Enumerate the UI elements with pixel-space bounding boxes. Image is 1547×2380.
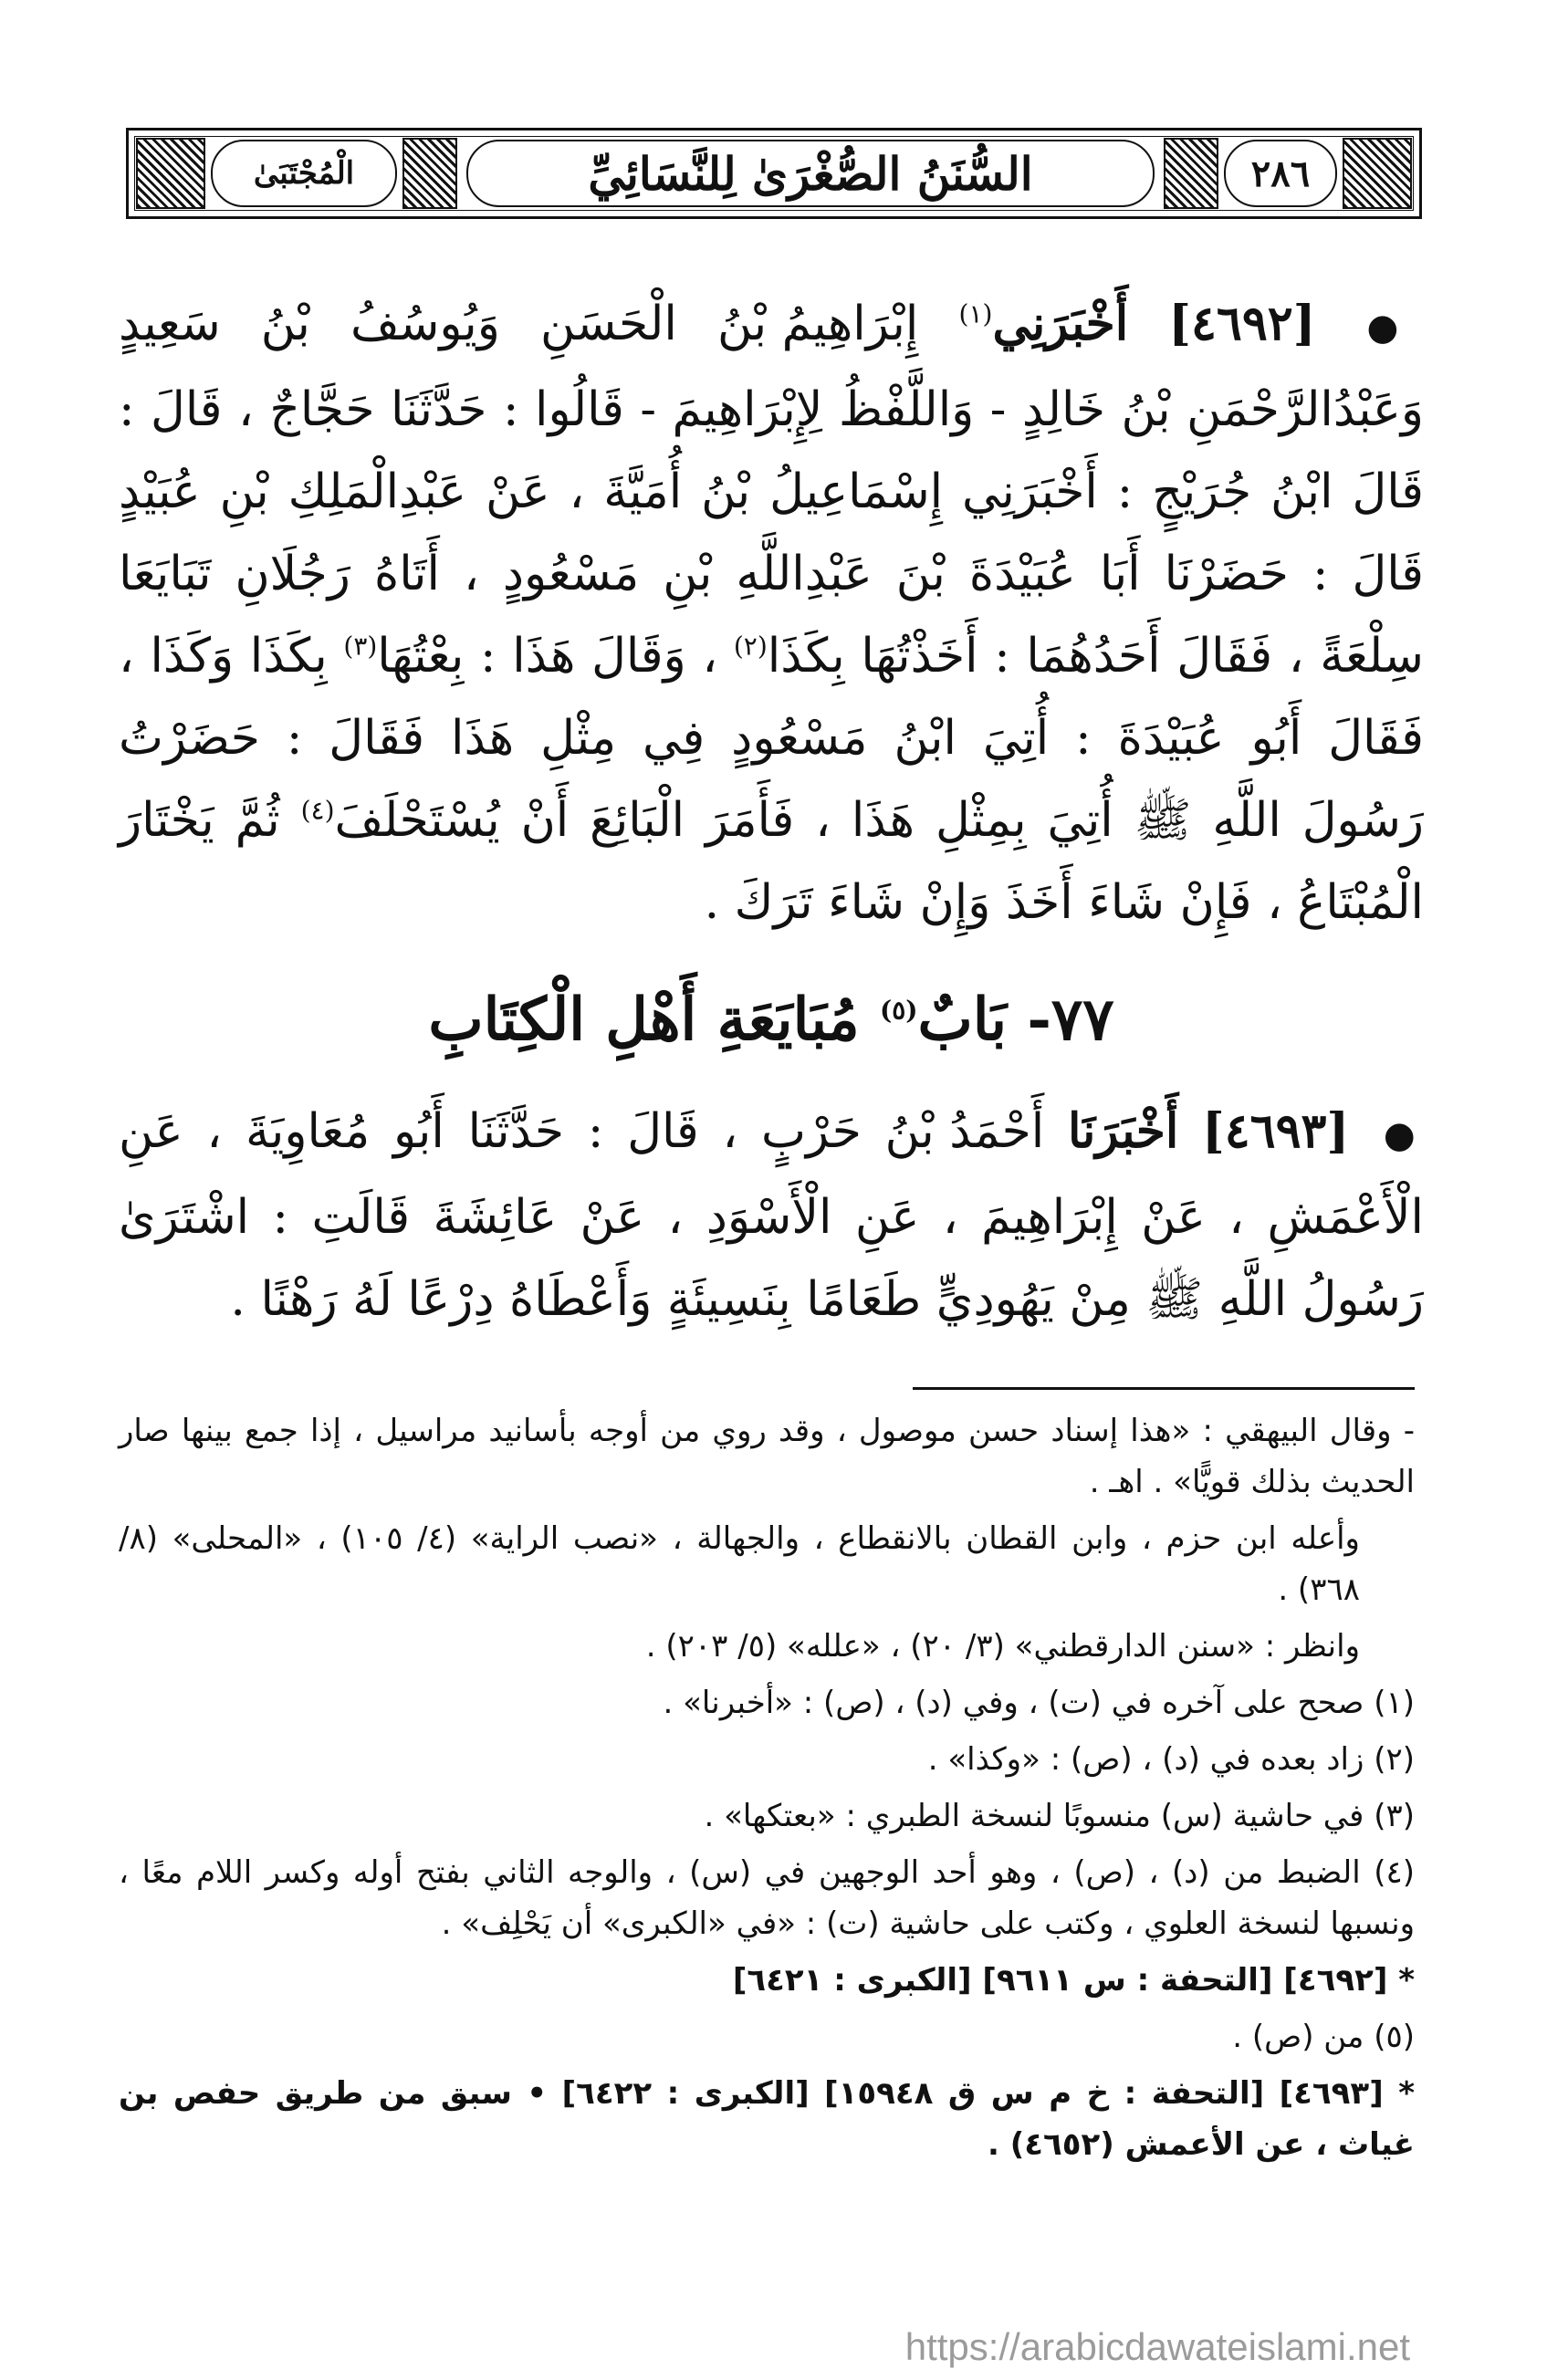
watermark-url: https://arabicdawateislami.net [904,2325,1410,2368]
footnote-continued-c: وانظر : «سنن الدارقطني» (٣/ ٢٠) ، «علله» (٥/ ٢٠٣) . [645,1628,1360,1665]
footnote-continued-b: وأعله ابن حزم ، وابن القطان بالانقطاع ، والجهالة ، «نصب الراية» (٤/ ١٠٥) ، «المحلى» (٨/ ٣٦٨) . [119,1520,1360,1608]
running-title: السُّنَنُ الصُّغْرَىٰ لِلنَّسَائِيِّ [466,140,1155,207]
hadith-text-part2: ، وَقَالَ هَذَا : بِعْتُهَا [377,629,718,684]
hadith-text-part4: ثُمَّ يَخْتَارَ الْمُبْتَاعُ ، فَإِنْ شَاءَ أَخَذَ وَإِنْ شَاءَ تَرَكَ . [119,793,1424,930]
footnote-1: (١) صحح على آخره في (ت) ، وفي (د) ، (ص) : «أخبرنا» . [663,1685,1415,1721]
ornament-left-inner [402,138,457,209]
chapter-title: مُبَايَعَةِ أَهْلِ الْكِتَابِ [428,986,860,1054]
bullet-icon: ● [1383,1114,1425,1156]
footnote-2: (٢) زاد بعده في (د) ، (ص) : «وكذا» . [927,1741,1415,1778]
footnote-ref-5: (٥) [879,995,918,1026]
bullet-icon: ● [1366,307,1425,349]
hadith-text-part3: بِكَذَا وَكَذَا ، فَقَالَ أَبُو عُبَيْدَةَ : أُتِيَ ابْنُ مَسْعُودٍ فِي مِثْلِ هَذَا فَقَالَ : حَضَرْتُ رَسُولَ اللَّهِ ﷺ أُتِيَ بِمِثْلِ هَذَا ، فَأَمَرَ الْبَائِعَ أَنْ يُسْتَحْلَفَ [119,629,1425,848]
hadith-text: أَحْمَدُ بْنُ حَرْبٍ ، قَالَ : حَدَّثَنَا أَبُو مُعَاوِيَةَ ، عَنِ الْأَعْمَشِ ، عَنْ إِبْرَاهِيمَ ، عَنِ الْأَسْوَدِ ، عَنْ عَائِشَةَ قَالَتِ : اشْتَرَىٰ رَسُولُ اللَّهِ ﷺ مِنْ يَهُودِيٍّ طَعَامًا بِنَسِيئَةٍ وَأَعْطَاهُ دِرْعًا لَهُ رَهْنًا . [119,1104,1424,1327]
hadith-number: [٤٦٩٢] [1168,296,1316,351]
page-number: ٢٨٦ [1224,140,1337,207]
chapter-heading [119,986,1424,1054]
narration-lead: أَخْبَرَنِي [992,296,1129,351]
chapter-label: بَابٌ [917,986,1008,1054]
hadith-4693 [119,1091,1424,1341]
ornament-right [1343,138,1412,209]
footnote-ref-1: (١) [958,298,993,329]
narration-lead: أَخْبَرَنَا [1068,1103,1179,1159]
takhrij-4692: * [٤٦٩٢] [التحفة : س ٩٦١١] [الكبرى : ٦٤٢١] [732,1962,1415,1999]
ornament-left [136,138,205,209]
footnote-separator [913,1387,1415,1390]
hadith-number: [٤٦٩٣] [1202,1103,1350,1159]
chapter-number: ٧٧- [1027,986,1114,1054]
continuation-dash: - [1403,1413,1415,1449]
footnotes [119,1405,1415,2176]
footnote-3: (٣) في حاشية (س) منسوبًا لنسخة الطبري : «بعتكها» . [704,1798,1415,1834]
page-header [126,128,1422,219]
footnote-5: (٥) من (ص) . [1232,2019,1415,2055]
ornament-right-inner [1164,138,1218,209]
footnote-ref-4: (٤) [300,795,335,826]
hadith-text-part1: إِبْرَاهِيمُ بْنُ الْحَسَنِ وَيُوسُفُ بْنُ سَعِيدٍ وَعَبْدُالرَّحْمَنِ بْنُ خَالِدٍ - وَاللَّفْظُ لِإِبْرَاهِيمَ - قَالُوا : حَدَّثَنَا حَجَّاجٌ ، قَالَ : قَالَ ابْنُ جُرَيْجٍ : أَخْبَرَنِي إِسْمَاعِيلُ بْنُ أُمَيَّةَ ، عَنْ عَبْدِالْمَلِكِ بْنِ عُبَيْدٍ قَالَ : حَضَرْنَا أَبَا عُبَيْدَةَ بْنَ عَبْدِاللَّهِ بْنِ مَسْعُودٍ ، أَتَاهُ رَجُلَانِ تَبَايَعَا سِلْعَةً ، فَقَالَ أَحَدُهُمَا : أَخَذْتُهَا بِكَذَا [119,297,1424,684]
hadith-4692 [119,283,1424,944]
footnote-4: (٤) الضبط من (د) ، (ص) ، وهو أحد الوجهين في (س) ، والوجه الثاني بفتح أوله وكسر اللام معًا ، ونسبها لنسخة العلوي ، وكتب على حاشية (ت) : «في «الكبرى» أن يَحْلِف» . [119,1854,1415,1942]
footnote-ref-2: (٢) [733,631,768,662]
footnote-ref-3: (٣) [343,631,378,662]
book-name-badge: الْمُجْتَبَىٰ [211,140,397,207]
takhrij-4693: * [٤٦٩٣] [التحفة : خ م س ق ١٥٩٤٨] [الكبرى : ٦٤٢٢] • سبق من طريق حفص بن غياث ، عن الأعمش (٤٦٥٢) . [119,2075,1415,2163]
footnote-continued-a: - وقال البيهقي : «هذا إسناد حسن موصول ، وقد روي من أوجه بأسانيد مراسيل ، إذا جمع بينها صار الحديث بذلك قويًّا» . اهـ . [119,1413,1415,1500]
